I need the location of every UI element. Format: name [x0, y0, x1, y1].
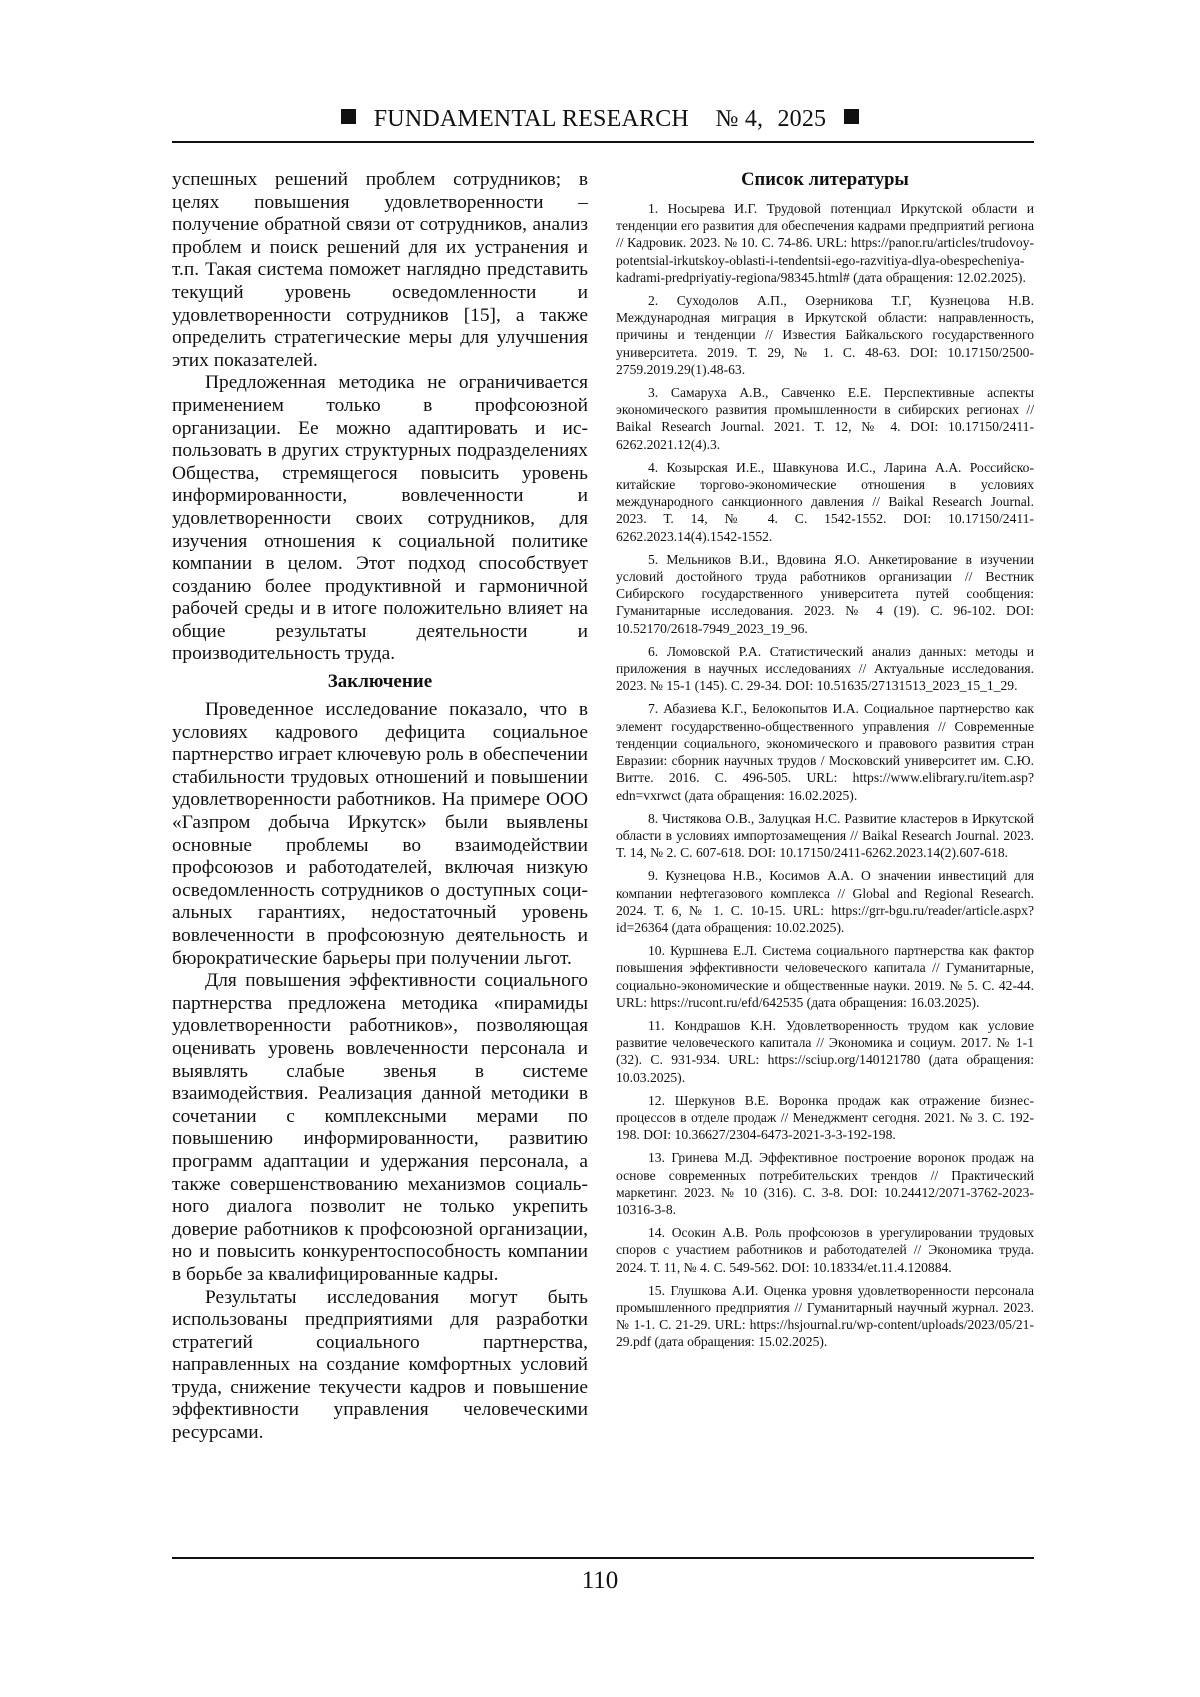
- reference-item: 2. Суходолов А.П., Озерникова Т.Г, Кузнецова Н.В. Международная миграция в Иркутской области: направленность, причины и тенденции // Известия Байкальского государственного университета. 2019. Т. 29, № 1. С. 48-63. DOI: 10.17150/2500-2759.2019.29(1).48-63.: [616, 293, 1034, 377]
- journal-name: FUNDAMENTAL RESEARCH: [373, 106, 689, 132]
- reference-item: 4. Козырская И.Е., Шавкунова И.С., Ларина А.А. Российско-китайские торгово-экономические отношения в условиях международного санкционного давления // Baikal Research Journal. 2023. Т. 14, № 4. С. 1542-1552. DOI: 10.17150/2411-6262.2023.14(4).1542-1552.: [616, 459, 1034, 544]
- reference-item: 6. Ломовской Р.А. Статистический анализ данных: методы и приложения в научных исследованиях // Актуальные исследования. 2023. № 15-1 (145). С. 29-34. DOI: 10.51635/27131513_2023_15_1_29.: [616, 643, 1034, 694]
- references-heading: Список литературы: [741, 170, 909, 190]
- references-column: [616, 169, 1034, 1357]
- section-heading: Заключение: [327, 671, 433, 693]
- running-header: [0, 106, 1200, 133]
- footer-rule: [172, 1557, 1034, 1559]
- reference-item: 7. Абазиева К.Г., Белокопытов И.А. Социальное партнерство как элемент государственно-общественного управления // Современные тенденции социального, экономического и правового развития стран Евразии: сборник научных трудов / Московский университет им. С.Ю. Витте. 2016. С. 496-505. URL: https://www.elibrary.ru/item.asp?edn=vxrwct (дата обращения: 16.02.2025).: [616, 701, 1034, 803]
- issue-year: 2025: [777, 106, 827, 132]
- reference-item: 15. Глушкова А.И. Оценка уровня удовлетворенности персонала промышленного предприятия // Гуманитарный научный журнал. 2023. № 1-1. С. 21-29. URL: https://hsjournal.ru/wp-content/uploads/2023/05/21-29.pdf (дата обращения: 15.02.2025).: [616, 1282, 1034, 1350]
- body-paragraph: Результаты исследования могут быть использованы предприятиями для разработки стратегий социального партнерства, направленных на создание комфортных условий труда, снижение текучести кадров и повышение эффективности управления человеческими ресурсами.: [172, 1286, 588, 1444]
- reference-item: 12. Шеркунов В.Е. Воронка продаж как отражение бизнес-процессов в отделе продаж // Менеджмент сегодня. 2021. № 3. С. 192-198. DOI: 10.36627/2304-6473-2021-3-3-192-198.: [616, 1092, 1034, 1143]
- reference-item: 11. Кондрашов К.Н. Удовлетворенность трудом как условие развитие человеческого капитала // Экономика и социум. 2017. № 1-1 (32). С. 931-934. URL: https://sciup.org/140121780 (дата обращения: 10.03.2025).: [616, 1017, 1034, 1085]
- reference-item: 9. Кузнецова Н.В., Косимов А.А. О значении инвестиций для компании нефтегазового комплекса // Global and Regional Research. 2024. Т. 6, № 1. С. 10-15. URL: https://grr-bgu.ru/reader/article.aspx?id=26364 (дата обращения: 10.02.2025).: [616, 868, 1034, 935]
- reference-item: 10. Куршнева Е.Л. Система социального партнерства как фактор повышения эффективности человеческого капитала // Гуманитарные, социально-экономические и общественные науки. 2019. № 5. С. 42-44. URL: https://rucont.ru/efd/642535 (дата обращения: 16.03.2025).: [616, 943, 1034, 1010]
- body-paragraph: Для повышения эффективности социального партнерства предложена методика «пирамиды удовлетворенности работников», позволяющая оценивать уровень вовлеченности персонала и выявлять слабые звенья в системе взаимодействия. Реализация данной методики в сочетании с комплексными мерами по повышению информированности, развитию программ адаптации и удержания персонала, а также совершенствованию механизмов социального диалога позволит не только укрепить доверие работников к профсоюзной организации, но и повысить конкурентоспособность компании в борьбе за квалифицированные кадры.: [172, 970, 588, 1285]
- body-paragraph: Предложенная методика не ограничивается применением только в профсоюзной организации. Ее можно адаптировать и использовать в других структурных подразделениях Общества, стремящегося повысить уровень информированности, вовлеченности и удовлетворенности своих сотрудников, для изучения отношения к социальной политике компании в целом. Этот подход способствует созданию более продуктивной и гармоничной рабочей среды и в итоге положительно влияет на общие результаты деятельности и производительность труда.: [172, 372, 588, 665]
- reference-item: 3. Самаруха А.В., Савченко Е.Е. Перспективные аспекты экономического развития промышленности в сибирских регионах // Baikal Research Journal. 2021. Т. 12, № 4. DOI: 10.17150/2411-6262.2021.12(4).3.: [616, 385, 1034, 452]
- reference-list: [616, 200, 1034, 1351]
- square-bullet-icon: [844, 109, 859, 124]
- issue-number: № 4,: [715, 106, 764, 132]
- reference-item: 5. Мельников В.И., Вдовина Я.О. Анкетирование в изучении условий достойного труда работников организации // Вестник Сибирского государственного университета путей сообщения: Гуманитарные исследования. 2023. № 4 (19). С. 96-102. DOI: 10.52170/2618-7949_2023_19_96.: [616, 551, 1034, 636]
- reference-item: 13. Гринева М.Д. Эффективное построение воронок продаж на основе современных потребительских трендов // Практический маркетинг. 2023. № 10 (316). С. 3-8. DOI: 10.24412/2071-3762-2023-10316-3-8.: [616, 1150, 1034, 1217]
- body-paragraph: Проведенное исследование показало, что в условиях кадрового дефицита социальное партнерство играет ключевую роль в обеспечении стабильности трудовых отношений и повышении удовлетворенности работников. На примере ООО «Газпром добыча Иркутск» были выявлены основные проблемы во взаимодействии профсоюзов и работодателей, включая низкую осведомленность сотрудников о доступных социальных гарантиях, недостаточный уровень вовлеченности в профсоюзную деятельность и бюрократические барьеры при получении льгот.: [172, 699, 588, 969]
- header-rule: [172, 141, 1034, 143]
- reference-item: 1. Носырева И.Г. Трудовой потенциал Иркутской области и тенденции его развития для обеспечения кадрами предприятий региона // Кадровик. 2023. № 10. С. 74-86. URL: https://panor.ru/articles/trudovoy-potentsial-irkutskoy-oblasti-i-tendentsii-ego-razvitiya-dlya-obespecheniya-kadrami-predpriyatiy-regiona/98345.html# (дата обращения: 12.02.2025).: [616, 201, 1034, 285]
- reference-item: 8. Чистякова О.В., Залуцкая Н.С. Развитие кластеров в Иркутской области в условиях импортозамещения // Baikal Research Journal. 2023. Т. 14, № 2. С. 607-618. DOI: 10.17150/2411-6262.2023.14(2).607-618.: [616, 810, 1034, 861]
- body-paragraph: успешных решений проблем сотрудников; в целях повышения удовлетворенности – получение обратной связи от сотрудников, анализ проблем и поиск решений для их устранения и т.п. Такая система поможет наглядно представить текущий уровень осведомленности и удовлетворенности сотрудников [15], а также определить стратегические меры для улучшения этих показателей.: [172, 169, 588, 371]
- left-column: [172, 169, 588, 1445]
- page-number: 110: [581, 1567, 619, 1594]
- square-bullet-icon: [341, 109, 356, 124]
- reference-item: 14. Осокин А.В. Роль профсоюзов в урегулировании трудовых споров с участием работников и работодателей // Экономика труда. 2024. Т. 11, № 4. С. 549-562. DOI: 10.18334/et.11.4.120884.: [616, 1225, 1034, 1275]
